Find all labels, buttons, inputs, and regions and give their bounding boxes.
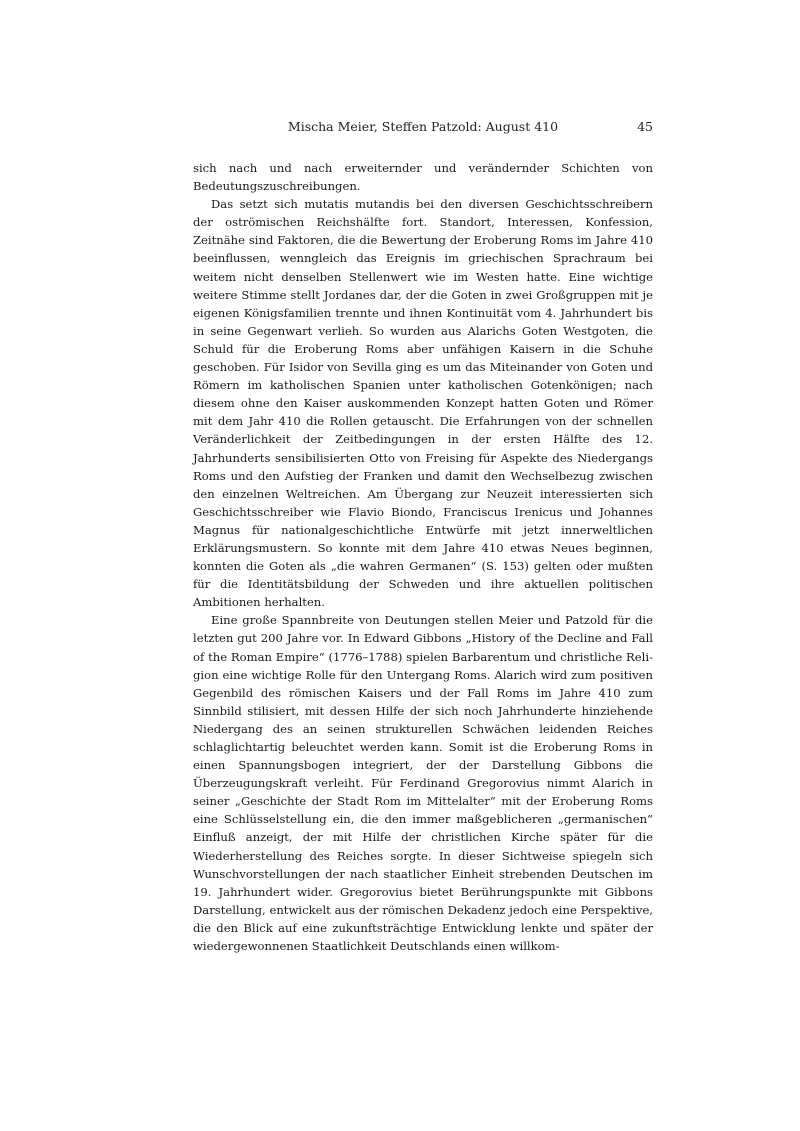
running-header [193, 117, 653, 137]
paragraph-modern-interpretations: Eine große Spannbreite von Deutungen stellen Meier und Patzold für die letzten gut 200 Jahre vor. In Edward Gibbons „History of the Decline and Fall of the Roman Empire“ (1776–1788) spielen Barbarentum und christliche Religion eine wichtige Rolle für den Untergang Roms. Alarich wird zum positiven Gegenbild des römischen Kaisers und der Fall Roms im Jahre 410 zum Sinnbild stilisiert, mit dessen Hilfe der sich noch Jahrhunderte hinziehende Niedergang des an seinen strukturellen Schwächen leidenden Reiches schlaglichtartig beleuchtet werden kann. Somit ist die Eroberung Roms in einen Spannungsbogen integriert, der der Darstellung Gibbons die Überzeugungskraft verleiht. Für Ferdinand Gregorovius nimmt Alarich in seiner „Geschichte der Stadt Rom im Mittelalter“ mit der Eroberung Roms eine Schlüsselstellung ein, die den immer maßgeblicheren „germanischen“ Einfluß anzeigt, der mit Hilfe der christlichen Kirche später für die Wiederherstellung des Reiches sorgte. In dieser Sichtweise spiegeln sich Wunschvorstellungen der nach staatlicher Einheit strebenden Deutschen im 19. Jahrhundert wider. Gregorovius bietet Berührungspunkte mit Gibbons Darstellung, entwickelt aus der römischen Dekadenz jedoch eine Perspektive, die den Blick auf eine zukunftsträchtige Entwicklung lenkte und später der wiedergewonnenen Staatlichkeit Deutschlands einen willkom- [193, 613, 653, 954]
paragraph-historiography: Das setzt sich mutatis mutandis bei den diversen Geschichtsschreibern der oströmischen Reichshälfte fort. Standort, Interessen, Konfession, Zeitnähe sind Faktoren, die die Bewertung der Eroberung Roms im Jahre 410 beeinflussen, wenngleich das Ereignis im griechischen Sprachraum bei weitem nicht denselben Stellenwert wie im Westen hatte. Eine wichtige weitere Stimme stellt Jordanes dar, der die Goten in zwei Großgruppen mit je eigenen Königsfamilien trennte und ihnen Kontinuität vom 4. Jahrhundert bis in seine Gegenwart verlieh. So wurden aus Alarichs Goten Westgoten, die Schuld für die Eroberung Roms aber unfähigen Kaisern in die Schuhe geschoben. Für Isidor von Sevilla ging es um das Miteinander von Goten und Römern im katholischen Spanien unter katholischen Gotenkönigen; nach diesem ohne den Kaiser auskommenden Konzept hatten Goten und Römer mit dem Jahr 410 die Rollen getauscht. Die Erfahrungen von der schnellen Veränderlichkeit der Zeitbedingungen in der ersten Hälfte des 12. Jahrhunderts sensibilisierten Otto von Freising für Aspekte des Niedergangs Roms und den Aufstieg der Franken und damit den Wechselbezug zwischen den einzelnen Weltreichen. Am Übergang zur Neuzeit interessierten sich Geschichtsschreiber wie Flavio Biondo, Franciscus Irenicus und Johannes Magnus für nationalgeschichtliche Entwürfe mit jetzt innerweltlichen Erklärungsmustern. So konnte mit dem Jahre 410 etwas Neues beginnen, konnten die Goten als „die wahren Germanen“ (S. 153) gelten oder mußten für die Identitätsbildung der Schweden und ihre aktuellen politischen Ambitionen herhalten. [193, 197, 653, 610]
document-page [193, 117, 653, 955]
paragraph-continuation: sich nach und nach erweiternder und verändernder Schichten von Bedeutungszuschreibungen. [193, 161, 653, 194]
page-number: 45 [637, 119, 653, 134]
running-title: Mischa Meier, Steffen Patzold: August 410 [287, 119, 559, 134]
body-text [193, 159, 653, 955]
